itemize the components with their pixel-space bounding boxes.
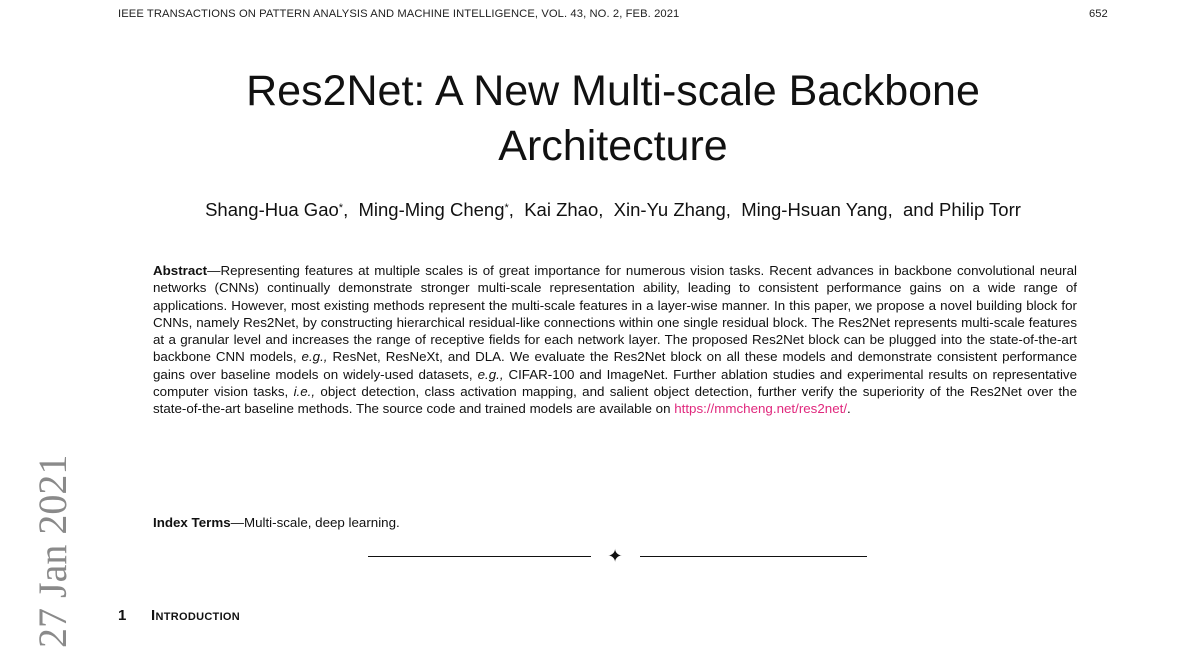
title-line-1: Res2Net: A New Multi-scale Backbone	[246, 67, 980, 115]
abstract: Abstract—Representing features at multiple scales is of great importance for numerous vision tasks. Recent advances in backbone convolutional neural networks (CNNs) continually demonstrate stronger multi-scale representation ability, leading to consistent performance gains on a wide range of applications. However, most existing methods represent the multi-scale features in a layer-wise manner. In this paper, we propose a novel building block for CNNs, namely Res2Net, by constructing hierarchical residual-like connections within one single residual block. The Res2Net represents multi-scale features at a granular level and increases the range of receptive fields for each network layer. The proposed Res2Net block can be plugged into the state-of-the-art backbone CNN models, e.g., ResNet, ResNeXt, and DLA. We evaluate the Res2Net block on all these models and demonstrate consistent performance gains over baseline models on widely-used datasets, e.g., CIFAR-100 and ImageNet. Further ablation studies and experimental results on representative computer vision tasks, i.e., object detection, class activation mapping, and salient object detection, further verify the superiority of the Res2Net over the state-of-the-art baseline methods. The source code and trained models are available on https://mmcheng.net/res2net/.	[153, 263, 1077, 416]
author-4: Xin-Yu Zhang	[613, 199, 726, 220]
divider-left	[368, 556, 591, 557]
code-link[interactable]: https://mmcheng.net/res2net/	[674, 401, 848, 416]
index-terms: Index Terms—Multi-scale, deep learning.	[153, 515, 400, 530]
index-terms-label: Index Terms	[153, 515, 231, 530]
section-number: 1	[118, 607, 127, 624]
equal-contribution-mark: *	[338, 202, 344, 214]
author-1: Shang-Hua Gao*	[205, 199, 344, 220]
author-list: Shang-Hua Gao*, Ming-Ming Cheng*, Kai Zhao, Xin-Yu Zhang, Ming-Hsuan Yang, and Philip Torr	[205, 199, 1021, 220]
divider-right	[640, 556, 867, 557]
page-number: 652	[1089, 8, 1108, 20]
author-3: Kai Zhao	[524, 199, 599, 220]
journal-header: IEEE TRANSACTIONS ON PATTERN ANALYSIS AND MACHINE INTELLIGENCE, VOL. 43, NO. 2, FEB. 2021	[118, 8, 680, 20]
abstract-label: Abstract	[153, 263, 208, 278]
author-6: and Philip Torr	[903, 199, 1021, 220]
arxiv-side-stamp: 27 Jan 2021	[30, 454, 75, 648]
title-line-2: Architecture	[498, 122, 728, 170]
paper-title	[118, 64, 1108, 174]
section-title: Introduction	[151, 607, 241, 624]
author-5: Ming-Hsuan Yang	[741, 199, 888, 220]
author-2: Ming-Ming Cheng*	[358, 199, 509, 220]
equal-contribution-mark: *	[504, 202, 509, 214]
diamond-icon: ✦	[607, 546, 623, 566]
